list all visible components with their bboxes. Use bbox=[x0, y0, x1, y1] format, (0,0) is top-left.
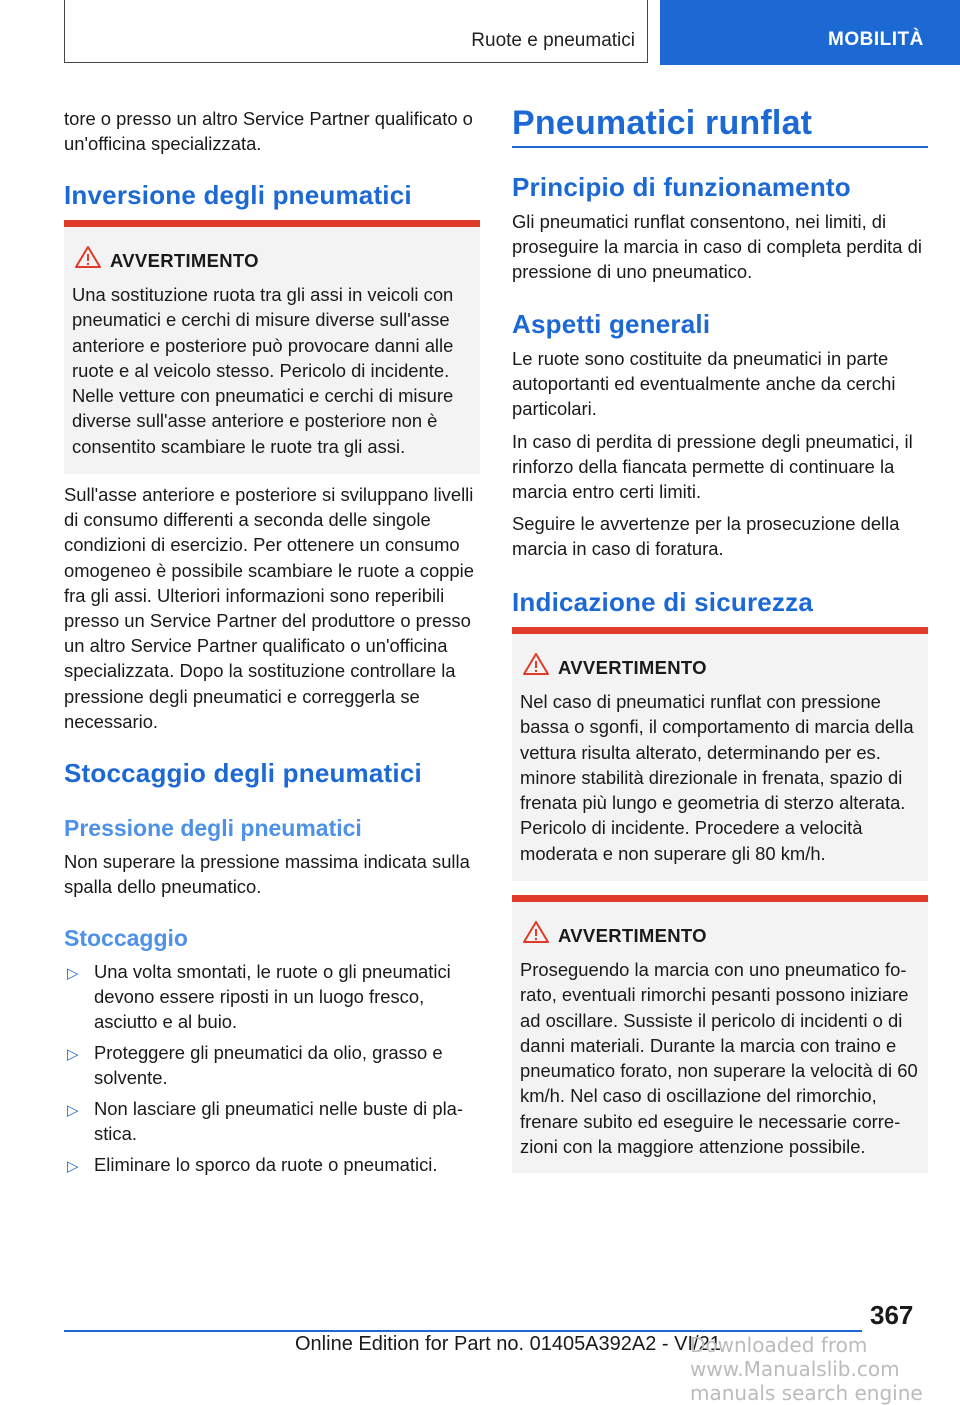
heading-stoccaggio: Stoccaggio degli pneumatici bbox=[64, 758, 422, 788]
heading-principio: Principio di funzionamento bbox=[512, 172, 851, 202]
warning-body: Una sostituzione ruota tra gli assi in veicoli con pneumatici e cerchi di misure diverse sull'asse anteriore e posteriore può provocare danni alle ruote e al veicolo stesso. Pericolo di incidente. Nelle vetture con pneumatici e cerchi di misure diverse sull'asse anteriore e posteriore non è consentito scambiare le ruote tra gli assi. bbox=[72, 284, 454, 457]
warning-triangle-icon bbox=[74, 245, 102, 269]
header-section-box bbox=[64, 0, 648, 63]
warning-triangle-icon bbox=[522, 652, 550, 676]
bullet-triangle-icon: ▷ bbox=[67, 1046, 79, 1063]
warning-body: Nel caso di pneumatici runflat con pressione bassa o sgonfi, il comportamento di marcia della vettura risulta alterato, determinando per es. minore stabilità direzionale in frenata, spazio di frenata più lungo e geometria di sterzo alterata. Pericolo di incidente. Procedere a velocità moderata e non superare gli 80 km/h. bbox=[520, 691, 914, 864]
watermark-text: Downloaded from www.Manualslib.com manuals search engine bbox=[690, 1333, 923, 1405]
heading-aspetti: Aspetti generali bbox=[512, 309, 711, 339]
footer-edition: Online Edition for Part no. 01405A392A2 - VI/21 bbox=[295, 1333, 721, 1355]
warning-box-1 bbox=[64, 220, 480, 474]
list-item: ▷ Proteggere gli pneumatici da olio, grasso e solvente. bbox=[67, 1042, 443, 1088]
aspetti-paragraph-2: In caso di perdita di pressione degli pneumatici, il rinforzo della fiancata permette di continuare la marcia entro certi limiti. bbox=[512, 431, 913, 502]
list-item: ▷ Eliminare lo sporco da ruote o pneumatici. bbox=[64, 1152, 480, 1177]
title-underline bbox=[512, 146, 928, 148]
bullet-triangle-icon: ▷ bbox=[67, 965, 79, 982]
warning-title: AVVERTIMENTO bbox=[110, 250, 259, 271]
subheading-stoccaggio: Stoccaggio bbox=[64, 925, 188, 951]
bullet-triangle-icon: ▷ bbox=[67, 1158, 79, 1175]
aspetti-paragraph-1: Le ruote sono costituite da pneumatici in parte autoportanti ed eventualmente anche da cerchi particolari. bbox=[512, 348, 896, 419]
warning-body: Proseguendo la marcia con uno pneumatico forato, eventuali rimorchi pesanti possono iniziare ad oscillare. Sussiste il pericolo di incidenti o di danni materiali. Durante la marcia con traino e pneumatico forato, non superare la velocità di 60 km/h. Nel caso di oscillazione del rimorchio, frenare subito ed eseguire le necessarie correzioni con la maggiore attenzione possibile. bbox=[520, 959, 918, 1158]
section-title: Ruote e pneumatici bbox=[471, 30, 635, 51]
principio-paragraph: Gli pneumatici runflat consentono, nei limiti, di proseguire la marcia in caso di completa perdita di pressione di uno pneumatico. bbox=[512, 211, 922, 282]
heading-runflat: Pneumatici runflat bbox=[512, 104, 813, 142]
warning-title: AVVERTIMENTO bbox=[558, 925, 707, 946]
heading-sicurezza: Indicazione di sicurezza bbox=[512, 587, 813, 617]
pressione-paragraph: Non superare la pressione massima indicata sulla spalla dello pneumatico. bbox=[64, 851, 470, 897]
storage-bullet-list bbox=[64, 959, 480, 1183]
footer-rule bbox=[64, 1330, 862, 1332]
warning-box-3 bbox=[512, 895, 928, 1173]
warning-triangle-icon bbox=[522, 920, 550, 944]
heading-inversione: Inversione degli pneumatici bbox=[64, 180, 412, 210]
list-item: ▷ Una volta smontati, le ruote o gli pneumatici devono essere riposti in un luogo fresco, asciutto e al buio. bbox=[67, 961, 451, 1032]
aspetti-paragraph-3: Seguire le avvertenze per la prosecuzione della marcia in caso di foratura. bbox=[512, 513, 900, 559]
list-item: ▷ Non lasciare gli pneumatici nelle buste di plastica. bbox=[67, 1098, 464, 1144]
inversione-paragraph: Sull'asse anteriore e posteriore si sviluppano livelli di consumo differenti a seconda delle singole condizioni di esercizio. Per ottenere un consumo omogeneo è possibile scambiare le ruote a coppie fra gli assi. Ulteriori informazioni sono reperibili presso un Service Partner del produttore o presso un altro Service Partner qualificato o un'officina specializzata. Dopo la sostituzione controllare la pressione degli pneumatici e correggerla se necessario. bbox=[64, 484, 474, 732]
warning-box-2 bbox=[512, 627, 928, 881]
warning-title: AVVERTIMENTO bbox=[558, 657, 707, 678]
subheading-pressione: Pressione degli pneumatici bbox=[64, 815, 362, 841]
page-number: 367 bbox=[870, 1300, 914, 1330]
intro-paragraph: tore o presso un altro Service Partner qualificato o un'officina specializzata. bbox=[64, 108, 473, 154]
bullet-triangle-icon: ▷ bbox=[67, 1102, 79, 1119]
chapter-tab[interactable]: MOBILITÀ bbox=[660, 0, 960, 65]
